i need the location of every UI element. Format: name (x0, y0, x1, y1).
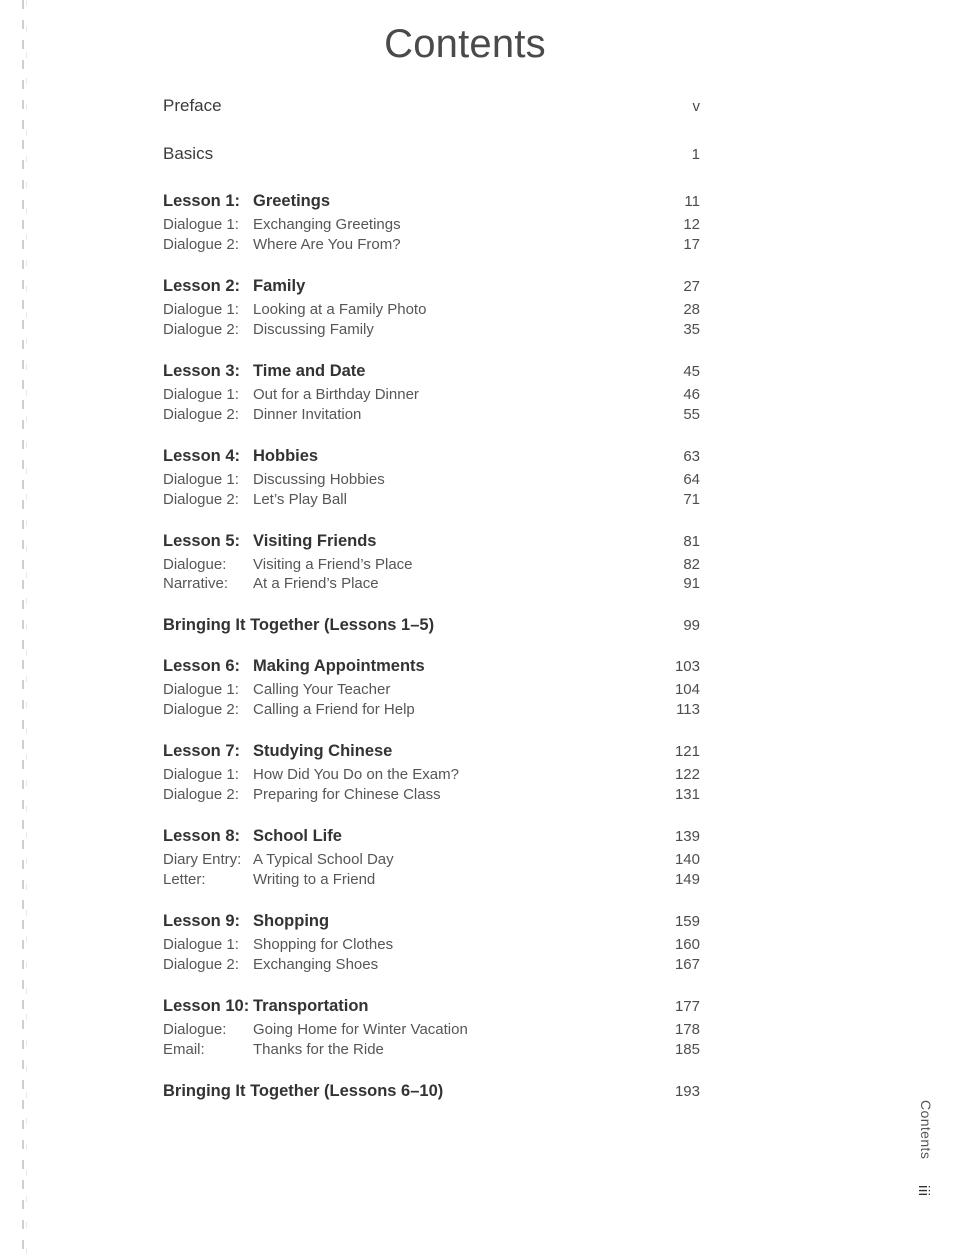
toc-section-entry[interactable] (163, 96, 700, 116)
page-folio-number: iii (915, 1185, 932, 1197)
toc-lesson-heading-text (163, 447, 683, 466)
toc-sub-entry-page-number: 82 (683, 555, 700, 573)
toc-sub-entry-text (163, 1020, 675, 1040)
toc-lesson-title: Studying Chinese (253, 742, 393, 761)
toc-sub-entry[interactable] (163, 1020, 700, 1040)
toc-sub-entry-page-number: 64 (683, 470, 700, 488)
toc-sub-entry-text (163, 680, 675, 700)
toc-lesson-heading-text (163, 657, 675, 676)
toc-lesson-title: Transportation (253, 996, 369, 1015)
toc-lesson-group (163, 997, 700, 1060)
toc-sub-entry-title: How Did You Do on the Exam? (253, 766, 459, 784)
toc-sub-entry-title: Shopping for Clothes (253, 936, 394, 953)
table-of-contents (163, 96, 700, 1123)
toc-lesson-group (163, 742, 700, 805)
toc-sub-entry-label: Letter: (163, 871, 206, 889)
toc-sub-entry-text (163, 955, 675, 975)
toc-section-title: Preface (163, 96, 222, 115)
scan-binding-edge-artifact-secondary (26, 0, 27, 1254)
toc-sub-entry-text (163, 405, 683, 425)
toc-lesson-group (163, 827, 700, 890)
toc-sub-entry-label: Dialogue: (163, 1020, 227, 1038)
toc-lesson-label: Lesson 1: (163, 192, 241, 210)
toc-sub-entry[interactable] (163, 765, 700, 785)
toc-sub-entry-page-number: 91 (683, 575, 700, 593)
toc-lesson-heading[interactable] (163, 277, 700, 296)
toc-lesson-title: Hobbies (253, 446, 319, 465)
toc-lesson-page-number: 45 (683, 362, 700, 380)
toc-lesson-heading[interactable] (163, 742, 700, 761)
toc-section-page-number: v (692, 98, 700, 115)
toc-sub-entry-label: Dialogue 2: (163, 490, 239, 508)
toc-sub-entry-title: Looking at a Family Photo (253, 300, 427, 318)
toc-lesson-group (163, 447, 700, 510)
toc-sub-entry-label: Dialogue 2: (163, 786, 239, 804)
toc-sub-entry-title: Dinner Invitation (253, 405, 362, 423)
toc-sub-entry-page-number: 160 (674, 936, 700, 953)
toc-sub-entry-page-number: 35 (683, 320, 700, 338)
toc-lesson-heading-text (163, 277, 683, 296)
toc-sub-entry-text (163, 300, 683, 320)
toc-sub-entry-title: Let’s Play Ball (253, 490, 347, 508)
toc-lesson-heading[interactable] (163, 657, 700, 676)
toc-lesson-group (163, 532, 700, 595)
toc-sub-entry-title: Discussing Family (253, 320, 374, 338)
toc-sub-entry-page-number: 17 (683, 235, 700, 253)
toc-sub-entry-label: Narrative: (163, 575, 229, 593)
toc-lesson-page-number: 11 (684, 193, 700, 210)
toc-sub-entry-label: Dialogue 1: (163, 681, 239, 699)
toc-lesson-group (163, 912, 700, 975)
toc-sub-entry-label: Dialogue 2: (163, 955, 239, 973)
toc-lesson-page-number: 159 (674, 913, 700, 930)
toc-sub-entry-text (163, 555, 683, 575)
toc-sub-entry[interactable] (163, 405, 700, 425)
toc-sub-entry-title: At a Friend’s Place (253, 575, 379, 593)
toc-lesson-heading-text (163, 532, 683, 551)
toc-lesson-title: Shopping (253, 912, 330, 930)
toc-lesson-heading-text (163, 912, 675, 931)
toc-sub-entry-text (163, 385, 683, 405)
toc-sub-entry-page-number: 113 (676, 701, 700, 719)
toc-lesson-heading[interactable] (163, 997, 700, 1016)
toc-sub-entry-page-number: 28 (683, 300, 700, 318)
toc-lesson-label: Lesson 3: (163, 361, 241, 380)
toc-lesson-heading[interactable] (163, 362, 700, 381)
toc-lesson-heading[interactable] (163, 192, 700, 211)
toc-lesson-label: Lesson 5: (163, 531, 241, 550)
toc-lesson-title: Time and Date (253, 361, 366, 380)
toc-lesson-page-number: 177 (674, 997, 700, 1015)
toc-review-page-number: 193 (674, 1082, 700, 1100)
toc-sub-entry-text (163, 870, 675, 890)
toc-section-page-number: 1 (691, 146, 700, 163)
toc-sub-entry[interactable] (163, 555, 700, 575)
toc-sub-entry-title: Preparing for Chinese Class (253, 786, 441, 804)
toc-lesson-page-number: 63 (683, 447, 700, 465)
toc-sub-entry-title: Going Home for Winter Vacation (253, 1020, 468, 1038)
toc-lesson-heading-text (163, 997, 675, 1016)
toc-lesson-group (163, 277, 700, 340)
toc-sub-entry-page-number: 104 (674, 681, 700, 699)
toc-lesson-label: Lesson 7: (163, 742, 241, 761)
toc-sub-entry-page-number: 46 (683, 385, 700, 403)
toc-sub-entry-text (163, 850, 675, 870)
toc-review-entry[interactable] (163, 1082, 700, 1101)
toc-sub-entry-page-number: 178 (674, 1020, 700, 1038)
toc-lesson-label: Lesson 10: (163, 996, 250, 1015)
toc-sub-entry-page-number: 122 (674, 766, 700, 784)
toc-sub-entry-page-number: 71 (683, 490, 700, 508)
toc-sub-entry-label: Dialogue 2: (163, 235, 239, 253)
toc-sub-entry-title: Exchanging Greetings (253, 216, 401, 233)
toc-sub-entry-text (163, 1040, 675, 1060)
toc-sub-entry[interactable] (163, 320, 700, 340)
toc-sub-entry-page-number: 131 (674, 786, 700, 804)
toc-sub-entry-page-number: 149 (674, 871, 700, 889)
toc-sub-entry[interactable] (163, 235, 700, 255)
toc-sub-entry[interactable] (163, 680, 700, 700)
toc-sub-entry-text (163, 765, 675, 785)
toc-sub-entry[interactable] (163, 385, 700, 405)
toc-sub-entry-title: Exchanging Shoes (253, 955, 379, 973)
toc-sub-entry-label: Dialogue 1: (163, 300, 239, 318)
toc-review-title: Bringing It Together (Lessons 6–10) (163, 1081, 444, 1100)
toc-sub-entry-label: Dialogue 2: (163, 320, 239, 338)
toc-lesson-label: Lesson 6: (163, 657, 241, 676)
toc-lesson-group (163, 192, 700, 255)
toc-lesson-title: Greetings (253, 192, 331, 210)
toc-sub-entry-label: Diary Entry: (163, 851, 242, 869)
toc-sub-entry-title: Out for a Birthday Dinner (253, 385, 419, 403)
toc-sub-entry-title: Calling Your Teacher (253, 681, 391, 699)
toc-sub-entry[interactable] (163, 490, 700, 510)
toc-sub-entry-title: A Typical School Day (253, 851, 394, 869)
toc-sub-entry[interactable] (163, 574, 700, 594)
toc-lesson-page-number: 121 (674, 743, 700, 761)
toc-sub-entry-text (163, 235, 683, 255)
toc-sub-entry-text (163, 320, 683, 340)
toc-lesson-heading[interactable] (163, 447, 700, 466)
toc-sub-entry-text (163, 785, 675, 805)
toc-sub-entry[interactable] (163, 215, 700, 235)
toc-lesson-label: Lesson 4: (163, 446, 241, 465)
toc-lesson-heading-text (163, 742, 675, 761)
toc-sub-entry[interactable] (163, 300, 700, 320)
toc-sub-entry-text (163, 700, 676, 720)
toc-lesson-heading-text (163, 192, 684, 211)
scan-binding-edge-artifact (22, 0, 24, 1254)
toc-sub-entry-page-number: 140 (674, 851, 700, 869)
toc-sub-entry-title: Discussing Hobbies (253, 470, 385, 488)
toc-lesson-title: School Life (253, 827, 342, 846)
toc-sub-entry-title: Writing to a Friend (253, 871, 376, 889)
toc-lesson-group (163, 657, 700, 720)
toc-review-entry[interactable] (163, 616, 700, 635)
toc-lesson-heading[interactable] (163, 827, 700, 846)
toc-sub-entry-label: Dialogue 1: (163, 470, 239, 488)
toc-lesson-heading-text (163, 362, 683, 381)
toc-lesson-page-number: 139 (674, 828, 700, 846)
toc-lesson-heading-text (163, 827, 675, 846)
toc-section-entry[interactable] (163, 144, 700, 164)
toc-sub-entry-title: Where Are You From? (253, 235, 401, 253)
toc-sub-entry[interactable] (163, 870, 700, 890)
toc-sub-entry-text (163, 935, 675, 955)
toc-lessons-group-one (163, 192, 700, 594)
toc-sub-entry[interactable] (163, 1040, 700, 1060)
toc-sub-entry-text (163, 574, 683, 594)
toc-sub-entry-text (163, 470, 683, 490)
toc-sub-entry[interactable] (163, 955, 700, 975)
toc-review-title: Bringing It Together (Lessons 1–5) (163, 616, 435, 635)
toc-sub-entry[interactable] (163, 785, 700, 805)
toc-lesson-page-number: 27 (683, 277, 700, 295)
toc-sub-entry[interactable] (163, 470, 700, 490)
toc-sub-entry-title: Thanks for the Ride (253, 1040, 384, 1058)
toc-sub-entry-label: Dialogue 1: (163, 385, 239, 403)
toc-sub-entry-label: Email: (163, 1040, 205, 1058)
toc-lesson-heading[interactable] (163, 912, 700, 931)
toc-lesson-title: Making Appointments (253, 657, 425, 676)
toc-lesson-label: Lesson 9: (163, 912, 241, 930)
toc-sub-entry-page-number: 185 (674, 1040, 700, 1058)
toc-lesson-label: Lesson 2: (163, 276, 241, 295)
toc-section-title: Basics (163, 144, 214, 163)
toc-lessons-group-two (163, 657, 700, 1059)
running-side-header: Contents (918, 1100, 934, 1160)
toc-lesson-label: Lesson 8: (163, 827, 241, 846)
toc-sub-entry-page-number: 55 (683, 405, 700, 423)
toc-sub-entry-label: Dialogue 1: (163, 766, 239, 784)
toc-lesson-page-number: 103 (674, 658, 700, 676)
toc-sub-entry-label: Dialogue: (163, 555, 227, 573)
toc-lesson-title: Visiting Friends (253, 531, 377, 550)
toc-sub-entry-text (163, 490, 683, 510)
toc-lesson-heading[interactable] (163, 532, 700, 551)
toc-sub-entry-label: Dialogue 1: (163, 216, 239, 233)
toc-lesson-page-number: 81 (683, 532, 700, 550)
toc-sub-entry[interactable] (163, 935, 700, 955)
toc-sub-entry-label: Dialogue 1: (163, 936, 239, 953)
toc-lesson-title: Family (253, 276, 306, 295)
toc-review-page-number: 99 (683, 617, 700, 635)
toc-sub-entry-page-number: 12 (683, 216, 700, 233)
toc-sub-entry[interactable] (163, 850, 700, 870)
toc-sub-entry-page-number: 167 (674, 955, 700, 973)
toc-lesson-group (163, 362, 700, 425)
toc-sub-entry-text (163, 215, 683, 235)
toc-sub-entry-label: Dialogue 2: (163, 701, 239, 719)
toc-sub-entry[interactable] (163, 700, 700, 720)
toc-plain-sections (163, 96, 700, 164)
page-title: Contents (384, 22, 546, 66)
toc-sub-entry-title: Calling a Friend for Help (253, 701, 415, 719)
toc-sub-entry-label: Dialogue 2: (163, 405, 239, 423)
toc-sub-entry-title: Visiting a Friend’s Place (253, 555, 413, 573)
